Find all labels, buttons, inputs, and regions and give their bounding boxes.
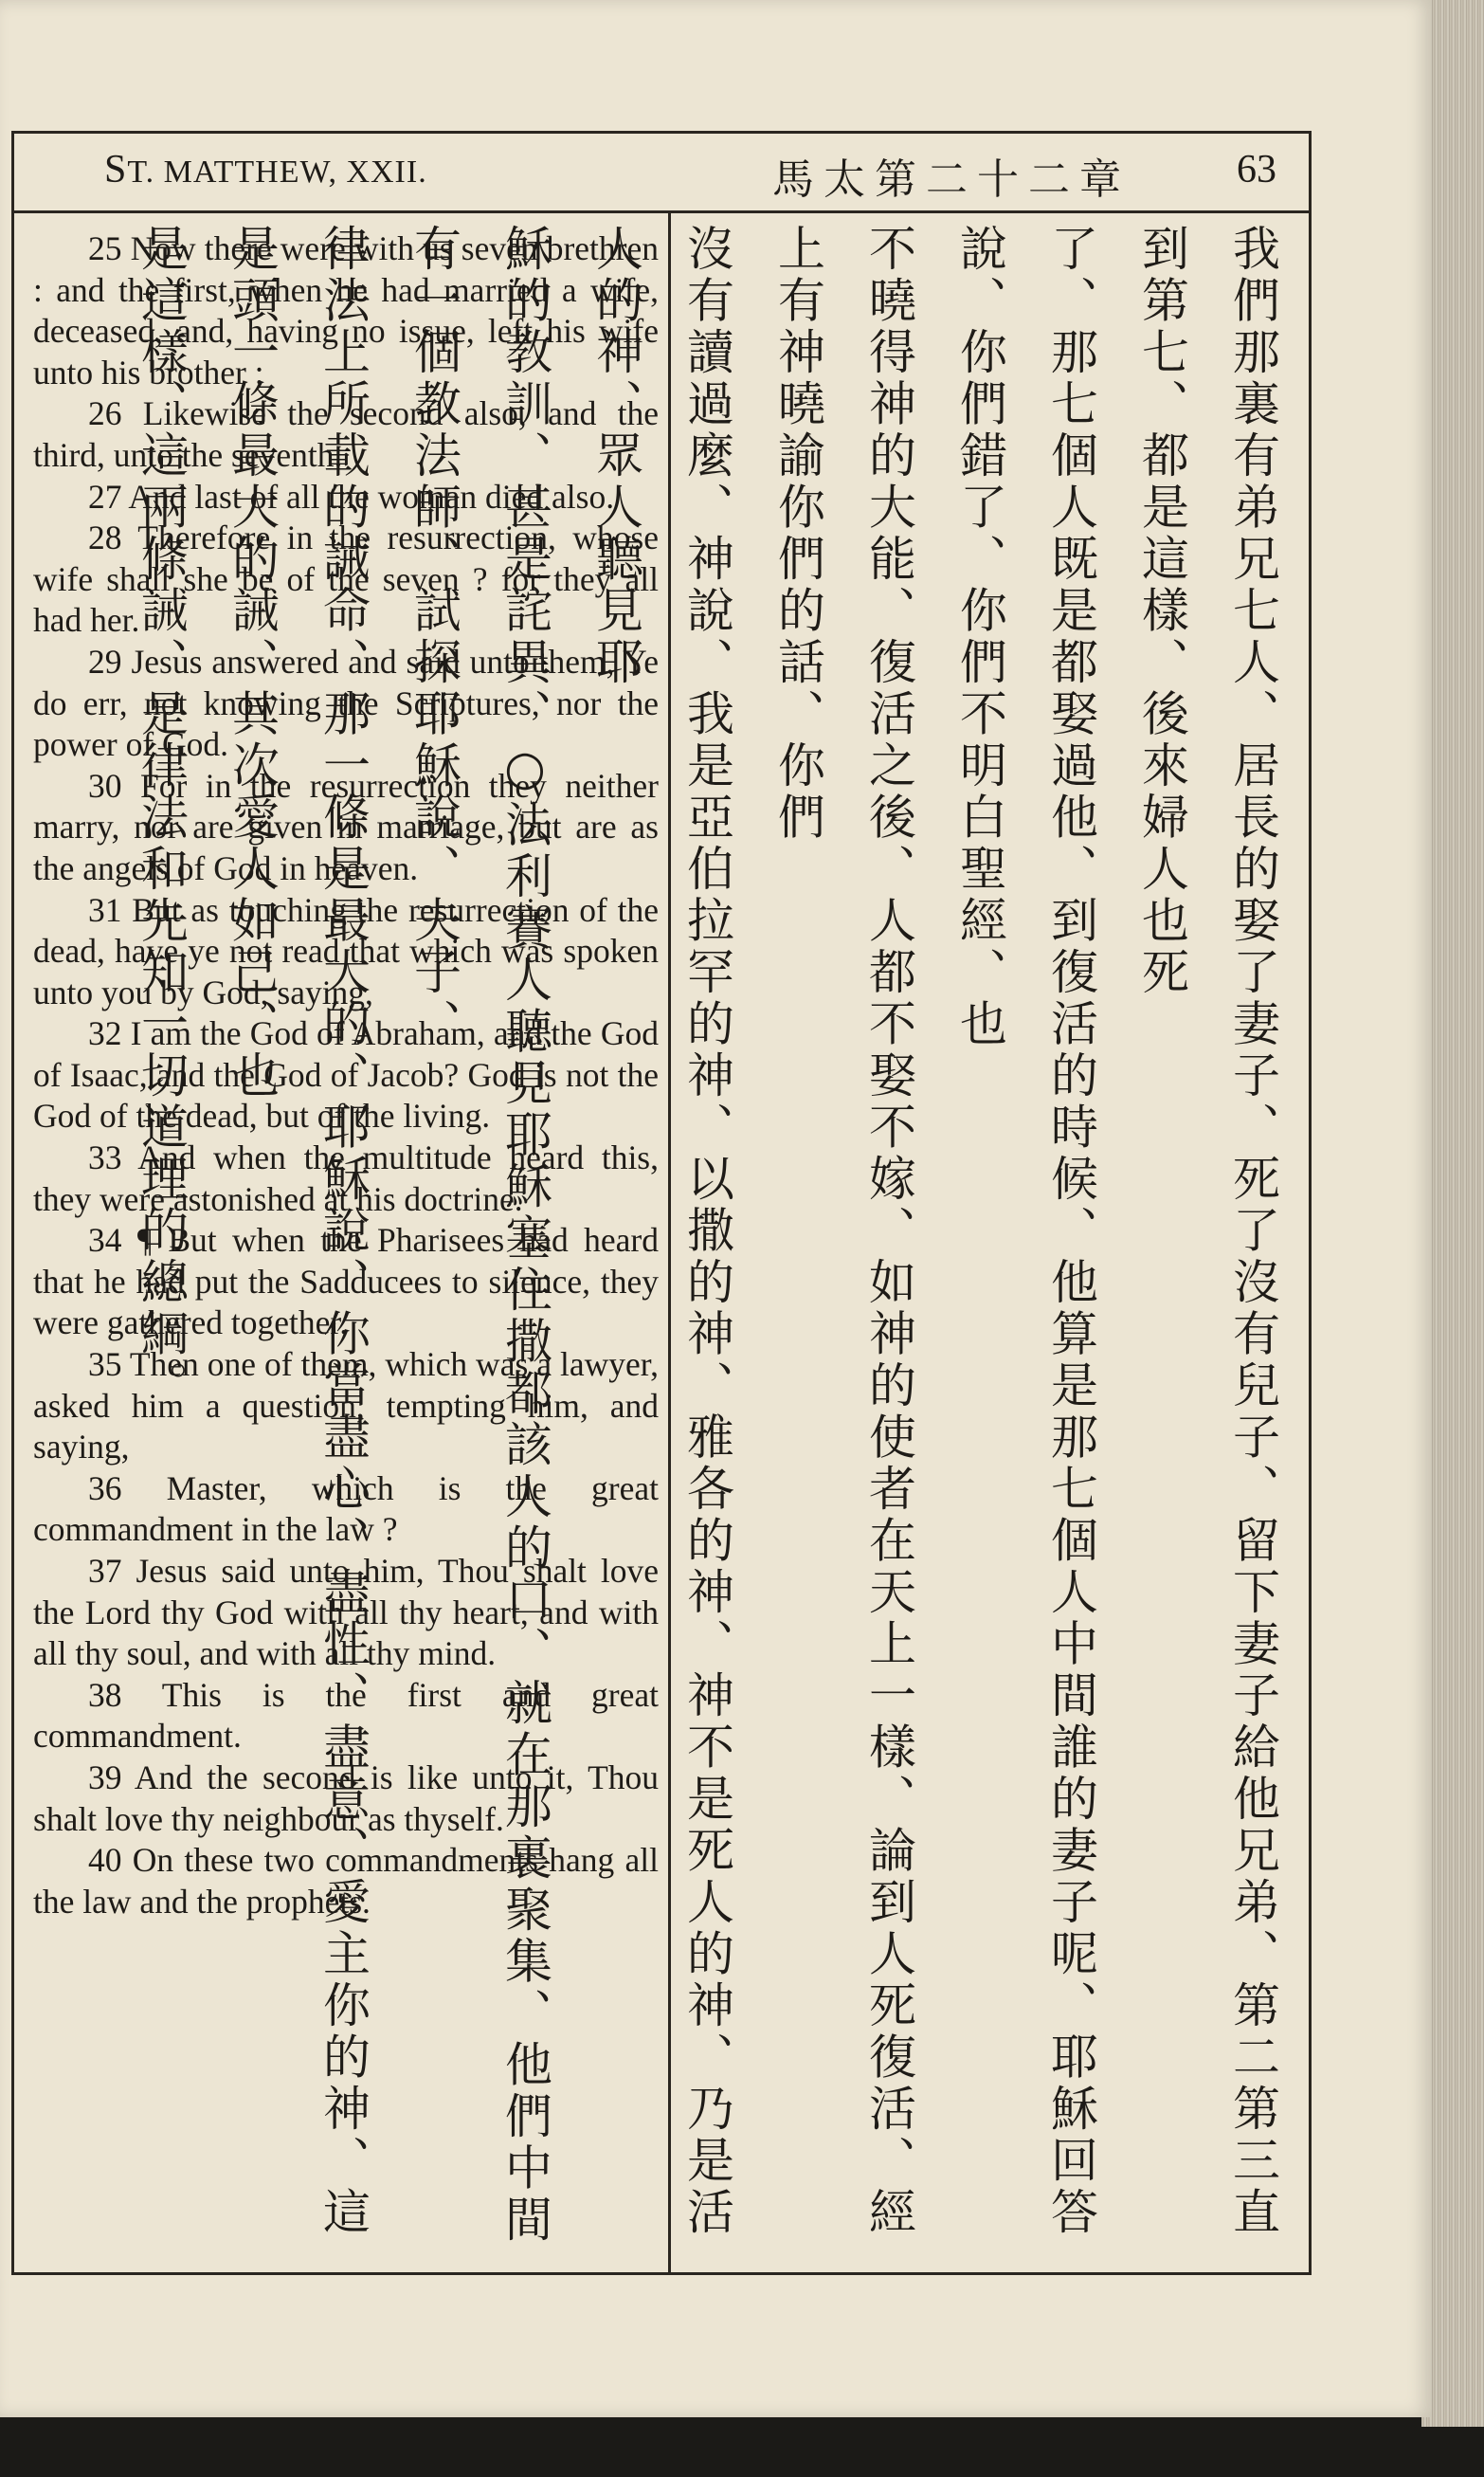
english-running-title bbox=[104, 147, 427, 192]
title-initial: S bbox=[104, 148, 128, 191]
page-frame bbox=[11, 131, 1312, 2275]
verse-39: 39 And the second is like unto it, Thou shalt love thy neighbour as thyself. bbox=[33, 1758, 659, 1838]
chinese-line-7: 是這樣、這兩條誡、是律法和先知一切道理的總綱。 bbox=[134, 224, 189, 1412]
running-header bbox=[14, 134, 1309, 213]
chinese-line-1: 我們那裏有弟兄七人、居長的娶了妻子、死了沒有兒子、留下妻子給他兄弟、第二第三直到第七、都是這樣、後來婦人也死 bbox=[1134, 224, 1280, 2239]
verse-38: 38 This is the first and great commandment. bbox=[33, 1675, 659, 1756]
page-number: 63 bbox=[1237, 148, 1276, 191]
chinese-line-3: 不曉得神的大能、復活之後、人都不娶不嫁、如神的使者在天上一樣、論到人死復活、經上有神曉諭你們的話、你們 bbox=[770, 224, 916, 2239]
title-rest: T. MATTHEW, XXII. bbox=[127, 155, 427, 190]
verse-36: 36 Master, which is the great commandment in the law ? bbox=[33, 1468, 659, 1549]
verse-35: 35 Then one of them, which was a lawyer, asked him a question, tempting him, and saying, bbox=[33, 1345, 659, 1466]
verse-34: 34 ¶ But when the Pharisees had heard that he had put the Sadducees to silence, they were gathered together. bbox=[33, 1221, 659, 1342]
chinese-running-title: 馬太第二十二章 bbox=[772, 155, 1131, 204]
chinese-line-6: 律法上所載的誡命、那一條是最大的、耶穌說、你當盡心、盡性、盡意、愛主你的神、這是頭一條最大的誡、其次愛人如己、也 bbox=[225, 224, 371, 2239]
chinese-line-2: 了、那七個人既是都娶過他、到復活的時候、他算是那七個人中間誰的妻子呢、耶穌回答說、你們錯了、你們不明白聖經、也 bbox=[952, 224, 1098, 2239]
verse-31: 31 But as touching the resurrection of the dead, have ye not read that which was spoken unto you by God, saying, bbox=[33, 890, 659, 1011]
verse-27: 27 And last of all the woman died also. bbox=[88, 477, 615, 516]
verse-30: 30 For in the resurrection they neither marry, nor are given in marriage, but are as the angels of God in heaven. bbox=[33, 766, 659, 887]
verse-25: 25 Now there were with us seven brethren : and the first, when he had married a wife, deceased, and, having no issue, left his wife unto his brother : bbox=[33, 229, 659, 392]
verse-26: 26 Likewise the second also, and the third, unto the seventh. bbox=[33, 394, 659, 474]
verse-28: 28 Therefore in the resurrection, whose wife shall she be of the seven ? for they all had her. bbox=[33, 519, 659, 640]
verse-33: 33 And when the multitude heard this, they were astonished at his doctrine. bbox=[33, 1138, 659, 1218]
verse-29: 29 Jesus answered and said unto them, Ye do err, not knowing the Scriptures, nor the power of God. bbox=[33, 642, 659, 764]
verse-32: 32 I am the God of Abraham, and the God of Isaac, and the God of Jacob? God is not the God of the dead, but of the living. bbox=[33, 1014, 659, 1136]
verse-37: 37 Jesus said unto him, Thou shalt love the Lord thy God with all thy heart, and with all thy soul, and with all thy mind. bbox=[33, 1552, 659, 1673]
chinese-line-5: 穌的教訓、甚是詫異、○法利賽人聽見耶穌塞住撒都該人的口、就在那裏聚集、他們中間有一個教法師、試探耶穌說、夫子、 bbox=[407, 224, 552, 2247]
chinese-line-4: 沒有讀過麼、神說、我是亞伯拉罕的神、以撒的神、雅各的神、神不是死人的神、乃是活人的神、眾人聽見耶 bbox=[588, 224, 734, 2239]
verse-40: 40 On these two commandments hang all the law and the prophets. bbox=[33, 1841, 659, 1921]
